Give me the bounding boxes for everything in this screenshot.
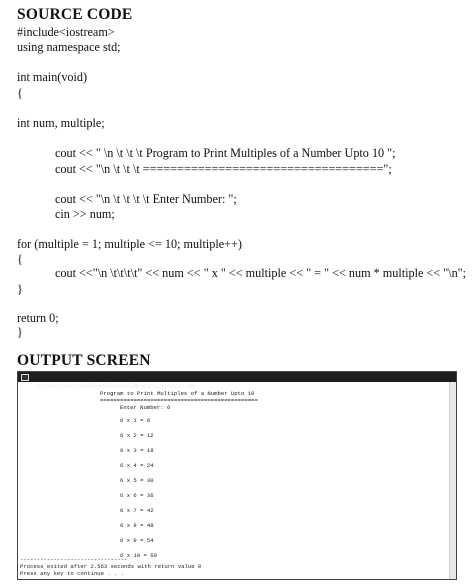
code-line-declaration: int num, multiple; bbox=[17, 116, 105, 130]
console-result-line: 6 x 9 = 54 bbox=[120, 537, 154, 544]
code-line-close-brace: } bbox=[17, 325, 23, 339]
code-line-cout-multiple: cout <<"\n \t\t\t\t" << num << " x " << multiple << " = " << num * multiple << "\n"; bbox=[55, 266, 467, 280]
code-line-cout-title: cout << " \n \t \t \t Program to Print Multiples of a Number Upto 10 "; bbox=[55, 146, 396, 160]
code-line-for: for (multiple = 1; multiple <= 10; multiple++) bbox=[17, 237, 242, 251]
console-result-line: 6 x 4 = 24 bbox=[120, 462, 154, 469]
code-line-include: #include<iostream> bbox=[17, 25, 115, 39]
console-exit-message: Process exited after 2.563 seconds with return value 0 bbox=[20, 563, 202, 570]
code-line-cin: cin >> num; bbox=[55, 207, 115, 221]
console-divider: -------------------------------- bbox=[20, 556, 128, 563]
console-result-line: 6 x 5 = 30 bbox=[120, 477, 154, 484]
console-window-title: C:\Users\nicky\OneDrive\Desktop\10th practical file\p10.exe bbox=[36, 384, 196, 390]
code-line-namespace: using namespace std; bbox=[17, 40, 121, 54]
console-prompt: Enter Number: 6 bbox=[120, 404, 171, 411]
console-scrollbar[interactable] bbox=[449, 382, 456, 579]
console-app-icon bbox=[21, 374, 29, 381]
console-result-line: 6 x 1 = 6 bbox=[120, 417, 151, 424]
code-line-for-open: { bbox=[17, 252, 23, 266]
console-separator: =============================================== bbox=[100, 397, 258, 404]
console-result-line: 6 x 7 = 42 bbox=[120, 507, 154, 514]
console-window[interactable] bbox=[17, 371, 457, 580]
console-result-line: 6 x 10 = 60 bbox=[120, 552, 157, 559]
output-screen-heading: OUTPUT SCREEN bbox=[17, 352, 151, 369]
console-result-line: 6 x 2 = 12 bbox=[120, 432, 154, 439]
code-line-return: return 0; bbox=[17, 311, 59, 325]
console-result-line: 6 x 8 = 48 bbox=[120, 522, 154, 529]
console-continue-message: Press any key to continue . . . bbox=[20, 570, 125, 577]
code-line-cout-prompt: cout << "\n \t \t \t \t Enter Number: "; bbox=[55, 192, 237, 206]
code-line-for-close: } bbox=[17, 282, 23, 296]
code-line-main: int main(void) bbox=[17, 70, 88, 84]
code-line-cout-separator: cout << "\n \t \t \t ==================================="; bbox=[55, 162, 392, 176]
source-code-heading: SOURCE CODE bbox=[17, 6, 133, 23]
console-program-title: Program to Print Multiples of a Number Upto 10 bbox=[100, 390, 255, 397]
code-line-open-brace: { bbox=[17, 86, 23, 100]
console-title-bar[interactable] bbox=[18, 372, 456, 390]
console-result-line: 6 x 3 = 18 bbox=[120, 447, 154, 454]
console-result-line: 6 x 6 = 36 bbox=[120, 492, 154, 499]
